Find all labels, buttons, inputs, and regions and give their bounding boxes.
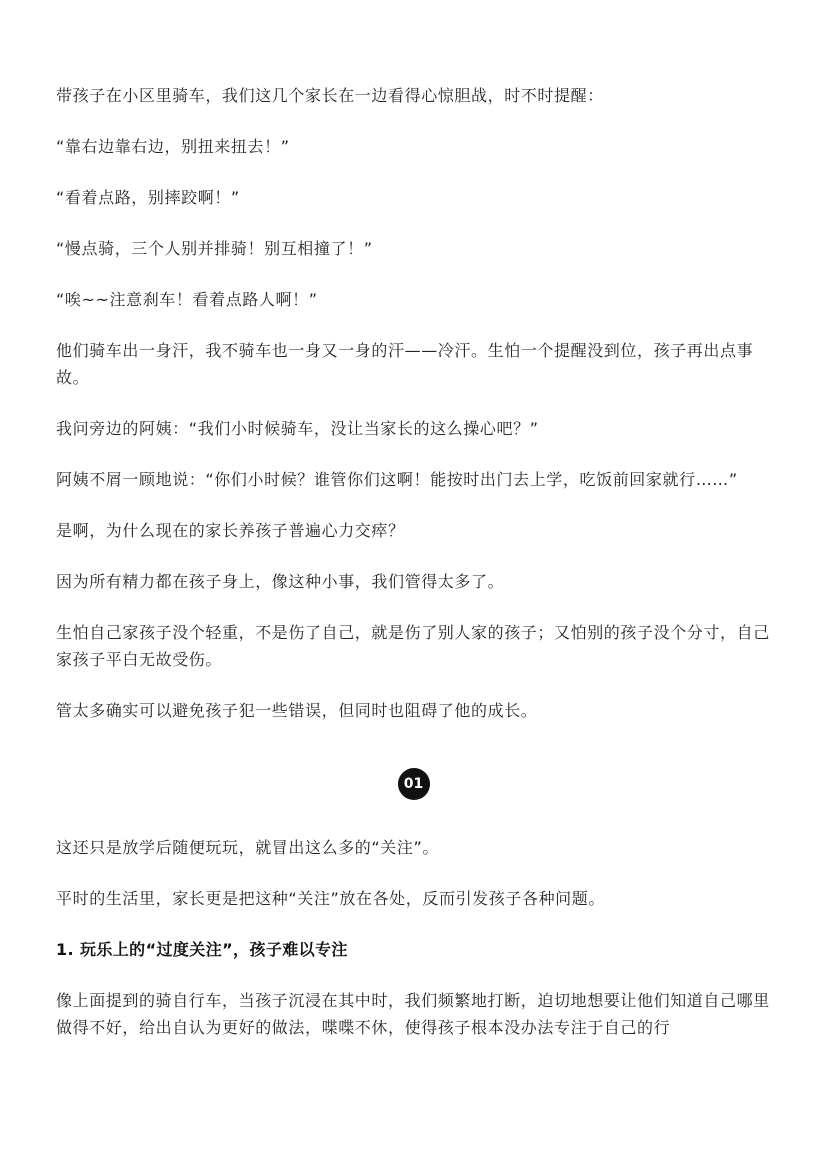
paragraph: 像上面提到的骑自行车，当孩子沉浸在其中时，我们频繁地打断，迫切地想要让他们知道自己哪里做得不好，给出自认为更好的做法，喋喋不休，使得孩子根本没办法专注于自己的行 (56, 991, 770, 1037)
paragraph: “靠右边靠右边，别扭来扭去！” (56, 137, 290, 156)
paragraph: 管太多确实可以避免孩子犯一些错误，但同时也阻碍了他的成长。 (56, 701, 538, 720)
paragraph: 我问旁边的阿姨：“我们小时候骑车，没让当家长的这么操心吧？” (56, 419, 539, 438)
section-number-badge: 01 (398, 768, 430, 800)
paragraph: 带孩子在小区里骑车，我们这几个家长在一边看得心惊胆战，时不时提醒： (56, 86, 604, 105)
paragraph: 这还只是放学后随便玩玩，就冒出这么多的“关注”。 (56, 838, 439, 857)
section-subheading: 1. 玩乐上的“过度关注”，孩子难以专注 (56, 940, 348, 959)
paragraph: “慢点骑，三个人别并排骑！别互相撞了！” (56, 239, 373, 258)
paragraph: “看着点路，别摔跤啊！” (56, 188, 240, 207)
paragraph: “唉~~注意刹车！看着点路人啊！” (56, 290, 318, 309)
article-body (56, 82, 771, 1065)
paragraph: 生怕自己家孩子没个轻重，不是伤了自己，就是伤了别人家的孩子；又怕别的孩子没个分寸，自己家孩子平白无故受伤。 (56, 623, 770, 669)
section-divider (56, 768, 771, 800)
paragraph: 是啊，为什么现在的家长养孩子普遍心力交瘁？ (56, 521, 405, 540)
paragraph: 他们骑车出一身汗，我不骑车也一身又一身的汗——冷汗。生怕一个提醒没到位，孩子再出点事故。 (56, 341, 754, 387)
paragraph: 平时的生活里，家长更是把这种“关注”放在各处，反而引发孩子各种问题。 (56, 889, 605, 908)
paragraph: 阿姨不屑一顾地说：“你们小时候？谁管你们这啊！能按时出门去上学，吃饭前回家就行……” (56, 470, 738, 489)
paragraph: 因为所有精力都在孩子身上，像这种小事，我们管得太多了。 (56, 572, 505, 591)
